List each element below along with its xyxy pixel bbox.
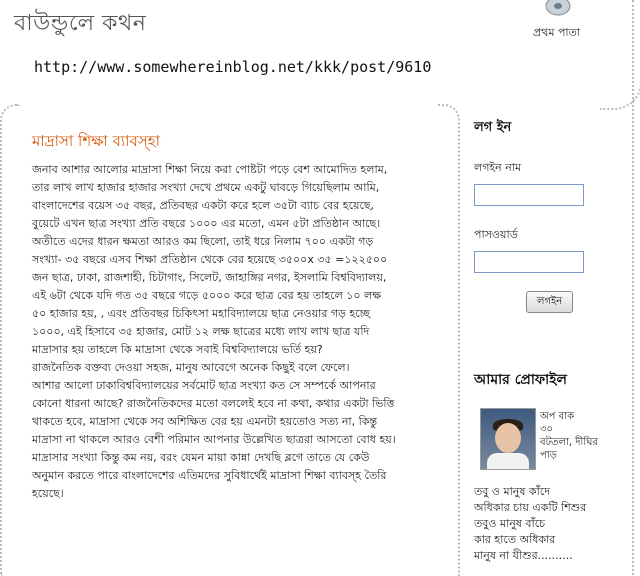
site-title[interactable]: বাউন্ডুলে কথন [14, 11, 147, 36]
profile-location: বটতলা, দীঘির [540, 437, 598, 448]
profile-name[interactable]: অপ বাক [540, 411, 575, 422]
post-content [32, 130, 447, 503]
decorative-border [600, 38, 640, 110]
profile-heading: আমার প্রোফাইল [474, 372, 567, 388]
username-label: লগইন নাম [474, 161, 522, 174]
username-field[interactable] [474, 184, 584, 206]
profile-age: ৩০ [540, 424, 554, 435]
login-button[interactable]: লগইন [526, 291, 573, 313]
home-link[interactable]: প্রথম পাতা [533, 26, 581, 39]
post-url: http://www.somewhereinblog.net/kkk/post/9610 [34, 58, 432, 76]
avatar-face [495, 423, 521, 453]
avatar[interactable] [480, 408, 536, 470]
decorative-border [0, 104, 20, 576]
home-disc-icon[interactable] [545, 0, 571, 20]
post-title[interactable]: মাদ্রাসা শিক্ষা ব্যাবস্হা [32, 132, 160, 150]
login-panel [474, 118, 634, 313]
password-label: পাসওয়ার্ড [474, 228, 518, 241]
password-field[interactable] [474, 251, 584, 273]
avatar-shirt [487, 453, 529, 470]
profile-info [540, 410, 598, 462]
login-heading: লগ ইন [474, 120, 512, 135]
profile-poem: তবু ও মানুষ কাঁদে অধিকার চায় একটি শিশুর তবুও মানুষ বাঁচে কার হাতে অধিকার মানুষ না যীশুর.......... [474, 485, 587, 562]
profile-location-2: পাড় [540, 450, 557, 461]
site-header [0, 0, 640, 100]
post-body: জনাব আশার আলোর মাদ্রাসা শিক্ষা নিয়ে করা পোষ্টটা পড়ে বেশ আমোদিত হলাম, তার লাখ লাখ হাজার হাজার সংখ্যা দেখে প্রথমে একটু ঘাবড়ে গিয়েছিলাম আমি, বাংলাদেশের বয়েস ৩৫ বছর, প্রতিবছর একটা করে হলে ৩৫টা ব্যাচ বের হয়েছে, বুয়েটে এখন ছাত্র সংখ্যা প্রতি বছরে ১০০০ এর মতো, এমন ৫টা প্রতিষ্ঠান আছে। অতীতে এদের ধারন ক্ষমতা আরও কম ছিলো, তাই ধরে নিলাম ৭০০ একটা গড় সংখ্যা- ৩৫ বছরে এসব শিক্ষা প্রতিষ্ঠান থেকে বের হয়েছে ৩৫০০x ৩৫ =১২২৫০০ জন ছাত্র, ঢাকা, রাজশাহী, চিটাগাং, সিলেট, জাহাঙ্গির নগর, ইসলামি বিশ্ববিদ্যালয়, এই ৬টা থেকে যদি গত ৩৫ বছরে গড়ে ৫০০০ করে ছাত্র বের হয় তাহলে ১০ লক্ষ ৫০ হাজার হয়, , এবং প্রতিবছর চিকিৎসা মহাবিদ্যালয়ে ছাত্র নেওয়ার গড় হচ্ছে ১০০০, এই হিসাবে ৩৫ হাজার, মোট ১২ লক্ষ ছাত্রের মধ্যে লাখ লাখ ছাত্র যদি মাদ্রাসার হয় তাহলে কি মাদ্রাসা থেকে সবাই বিশ্ববিদ্যালয়ে ভর্তি হয়? রাজনৈতিক বক্তব্য দেওয়া সহজ, মানুষ আবেগে অনেক কিছুই বলে ফেলে। আশার আলো ঢাকাবিশ্ববিদ্যালয়ের সর্বমোট ছাত্র সংখ্যা কত সে সম্পর্কে আপনার কোনো ধারনা আছে? রাজনৈতিকদের মতো বললেই হবে না কথা, কথার একটা ভিত্তি থাকতে হবে, মাদ্রাসা থেকে সব অশিক্ষিত বের হয় এমনটা হয়তোও সত্য না, কিন্তু মাদ্রাসা না থাকলে আরও বেশী পরিমান আপনার উল্লেখিত ছাত্ররা আসতো বোধ হয়। মাদ্রাসার সংখ্যা কিন্তু কম নয়, বরং যেমন মায়া কান্না দেখছি ব্লগে তাতে যে কেউ অনুমান করতে পারে বাংলাদেশের এতিমদের সুবিধার্থেই মাদ্রাসা শিক্ষা ব্যাবস্হ তৈরি হয়েছে। [32, 163, 396, 500]
